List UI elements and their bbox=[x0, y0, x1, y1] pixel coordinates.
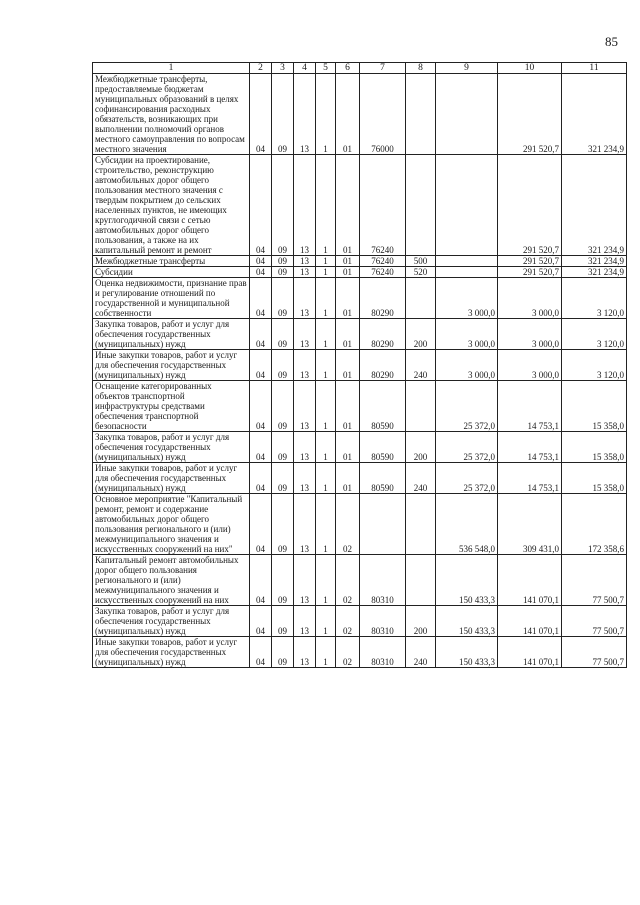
row-code-6: 02 bbox=[336, 494, 360, 555]
row-code-7 bbox=[360, 494, 406, 555]
row-code-8 bbox=[406, 155, 436, 256]
table-row bbox=[93, 494, 627, 555]
row-code-3: 09 bbox=[272, 555, 294, 606]
header-cell: 2 bbox=[250, 63, 272, 74]
row-code-8: 200 bbox=[406, 319, 436, 350]
row-code-3: 09 bbox=[272, 606, 294, 637]
row-name: Субсидии bbox=[93, 267, 250, 278]
row-code-5: 1 bbox=[316, 555, 336, 606]
row-amount-9 bbox=[436, 74, 498, 155]
row-amount-10: 3 000,0 bbox=[498, 278, 562, 319]
row-code-4: 13 bbox=[294, 267, 316, 278]
row-code-7: 80290 bbox=[360, 350, 406, 381]
row-code-2: 04 bbox=[250, 555, 272, 606]
row-amount-11: 321 234,9 bbox=[562, 155, 627, 256]
row-code-6: 02 bbox=[336, 606, 360, 637]
row-amount-9: 536 548,0 bbox=[436, 494, 498, 555]
table-row bbox=[93, 432, 627, 463]
row-amount-9 bbox=[436, 155, 498, 256]
row-name: Межбюджетные трансферты bbox=[93, 256, 250, 267]
table-row bbox=[93, 278, 627, 319]
header-cell: 6 bbox=[336, 63, 360, 74]
row-amount-9: 25 372,0 bbox=[436, 432, 498, 463]
row-amount-11: 321 234,9 bbox=[562, 74, 627, 155]
row-amount-10: 141 070,1 bbox=[498, 606, 562, 637]
row-code-7: 76240 bbox=[360, 267, 406, 278]
row-amount-11: 15 358,0 bbox=[562, 463, 627, 494]
row-amount-10: 309 431,0 bbox=[498, 494, 562, 555]
row-code-2: 04 bbox=[250, 267, 272, 278]
row-code-8 bbox=[406, 278, 436, 319]
row-code-5: 1 bbox=[316, 606, 336, 637]
row-name: Закупка товаров, работ и услуг для обеспечения государственных (муниципальных) нужд bbox=[93, 319, 250, 350]
row-amount-10: 141 070,1 bbox=[498, 637, 562, 668]
row-code-3: 09 bbox=[272, 637, 294, 668]
row-code-2: 04 bbox=[250, 319, 272, 350]
row-code-3: 09 bbox=[272, 432, 294, 463]
table-row bbox=[93, 606, 627, 637]
row-code-8: 240 bbox=[406, 637, 436, 668]
row-code-3: 09 bbox=[272, 74, 294, 155]
row-code-3: 09 bbox=[272, 463, 294, 494]
row-code-8 bbox=[406, 74, 436, 155]
row-code-3: 09 bbox=[272, 278, 294, 319]
row-amount-10: 291 520,7 bbox=[498, 155, 562, 256]
row-code-5: 1 bbox=[316, 319, 336, 350]
row-code-3: 09 bbox=[272, 350, 294, 381]
row-code-2: 04 bbox=[250, 278, 272, 319]
row-code-3: 09 bbox=[272, 319, 294, 350]
header-cell: 10 bbox=[498, 63, 562, 74]
row-amount-11: 77 500,7 bbox=[562, 637, 627, 668]
row-code-6: 01 bbox=[336, 74, 360, 155]
row-amount-9: 3 000,0 bbox=[436, 319, 498, 350]
row-code-2: 04 bbox=[250, 381, 272, 432]
table-row bbox=[93, 256, 627, 267]
row-code-6: 01 bbox=[336, 155, 360, 256]
row-code-4: 13 bbox=[294, 637, 316, 668]
table-row bbox=[93, 350, 627, 381]
row-code-2: 04 bbox=[250, 74, 272, 155]
row-code-6: 01 bbox=[336, 432, 360, 463]
row-amount-10: 291 520,7 bbox=[498, 267, 562, 278]
row-code-5: 1 bbox=[316, 494, 336, 555]
row-name: Закупка товаров, работ и услуг для обеспечения государственных (муниципальных) нужд bbox=[93, 606, 250, 637]
row-code-6: 01 bbox=[336, 350, 360, 381]
row-code-7: 80310 bbox=[360, 606, 406, 637]
row-code-4: 13 bbox=[294, 463, 316, 494]
row-amount-11: 321 234,9 bbox=[562, 256, 627, 267]
row-code-8: 200 bbox=[406, 606, 436, 637]
row-code-2: 04 bbox=[250, 637, 272, 668]
header-cell: 4 bbox=[294, 63, 316, 74]
row-amount-10: 141 070,1 bbox=[498, 555, 562, 606]
table-row bbox=[93, 267, 627, 278]
row-amount-9: 3 000,0 bbox=[436, 278, 498, 319]
row-code-7: 80310 bbox=[360, 555, 406, 606]
row-name: Межбюджетные трансферты, предоставляемые бюджетам муниципальных образований в целях софинансирования расходных обязательств, возникающих при выполнении полномочий органов местного самоуправления по вопросам местного значения bbox=[93, 74, 250, 155]
row-code-8: 520 bbox=[406, 267, 436, 278]
header-cell: 5 bbox=[316, 63, 336, 74]
row-code-3: 09 bbox=[272, 381, 294, 432]
row-amount-11: 321 234,9 bbox=[562, 267, 627, 278]
row-code-7: 76240 bbox=[360, 256, 406, 267]
row-amount-10: 14 753,1 bbox=[498, 432, 562, 463]
row-code-7: 76240 bbox=[360, 155, 406, 256]
row-amount-9: 25 372,0 bbox=[436, 381, 498, 432]
table-row bbox=[93, 155, 627, 256]
row-name: Капитальный ремонт автомобильных дорог общего пользования регионального и (или) межмуниципального значения и искусственных сооружений на них bbox=[93, 555, 250, 606]
row-code-6: 01 bbox=[336, 256, 360, 267]
row-code-4: 13 bbox=[294, 381, 316, 432]
row-code-6: 02 bbox=[336, 637, 360, 668]
row-amount-10: 14 753,1 bbox=[498, 381, 562, 432]
row-code-4: 13 bbox=[294, 494, 316, 555]
row-name: Субсидии на проектирование, строительство, реконструкцию автомобильных дорог общего пользования местного значения с твердым покрытием до сельских населенных пунктов, не имеющих круглогодичной связи с сетью автомобильных дорог общего пользования, а также на их капитальный ремонт и ремонт bbox=[93, 155, 250, 256]
header-cell: 1 bbox=[93, 63, 250, 74]
row-code-4: 13 bbox=[294, 155, 316, 256]
row-code-4: 13 bbox=[294, 74, 316, 155]
page-number: 85 bbox=[605, 34, 618, 49]
table-row bbox=[93, 555, 627, 606]
table-row bbox=[93, 319, 627, 350]
row-code-3: 09 bbox=[272, 155, 294, 256]
row-name: Иные закупки товаров, работ и услуг для обеспечения государственных (муниципальных) нужд bbox=[93, 637, 250, 668]
row-amount-10: 291 520,7 bbox=[498, 256, 562, 267]
row-code-6: 01 bbox=[336, 463, 360, 494]
row-code-8 bbox=[406, 381, 436, 432]
row-code-6: 01 bbox=[336, 381, 360, 432]
row-code-4: 13 bbox=[294, 606, 316, 637]
row-code-7: 80310 bbox=[360, 637, 406, 668]
row-code-6: 02 bbox=[336, 555, 360, 606]
row-name: Основное мероприятие "Капитальный ремонт, ремонт и содержание автомобильных дорог общего пользования регионального и (или) межмуниципального значения и искусственных сооружений на них" bbox=[93, 494, 250, 555]
row-code-5: 1 bbox=[316, 637, 336, 668]
row-name: Иные закупки товаров, работ и услуг для обеспечения государственных (муниципальных) нужд bbox=[93, 350, 250, 381]
row-code-2: 04 bbox=[250, 350, 272, 381]
table-row bbox=[93, 637, 627, 668]
header-cell: 7 bbox=[360, 63, 406, 74]
row-amount-11: 172 358,6 bbox=[562, 494, 627, 555]
row-code-5: 1 bbox=[316, 267, 336, 278]
row-code-7: 80590 bbox=[360, 432, 406, 463]
row-amount-10: 14 753,1 bbox=[498, 463, 562, 494]
row-amount-9: 150 433,3 bbox=[436, 637, 498, 668]
row-amount-9 bbox=[436, 267, 498, 278]
row-amount-10: 3 000,0 bbox=[498, 350, 562, 381]
row-code-7: 76000 bbox=[360, 74, 406, 155]
row-code-4: 13 bbox=[294, 432, 316, 463]
table-row bbox=[93, 463, 627, 494]
row-code-4: 13 bbox=[294, 256, 316, 267]
row-code-7: 80290 bbox=[360, 278, 406, 319]
row-amount-11: 3 120,0 bbox=[562, 278, 627, 319]
row-amount-11: 3 120,0 bbox=[562, 350, 627, 381]
row-code-5: 1 bbox=[316, 381, 336, 432]
row-code-7: 80290 bbox=[360, 319, 406, 350]
row-code-7: 80590 bbox=[360, 381, 406, 432]
row-code-4: 13 bbox=[294, 555, 316, 606]
row-code-5: 1 bbox=[316, 278, 336, 319]
row-code-2: 04 bbox=[250, 155, 272, 256]
header-cell: 3 bbox=[272, 63, 294, 74]
row-code-3: 09 bbox=[272, 256, 294, 267]
budget-table bbox=[92, 62, 627, 668]
row-code-6: 01 bbox=[336, 267, 360, 278]
row-code-5: 1 bbox=[316, 463, 336, 494]
row-code-3: 09 bbox=[272, 494, 294, 555]
row-amount-9: 25 372,0 bbox=[436, 463, 498, 494]
row-amount-11: 15 358,0 bbox=[562, 381, 627, 432]
row-amount-10: 291 520,7 bbox=[498, 74, 562, 155]
row-code-5: 1 bbox=[316, 155, 336, 256]
row-name: Оценка недвижимости, признание прав и регулирование отношений по государственной и муниципальной собственности bbox=[93, 278, 250, 319]
row-code-5: 1 bbox=[316, 74, 336, 155]
row-code-8: 240 bbox=[406, 463, 436, 494]
row-code-2: 04 bbox=[250, 432, 272, 463]
row-amount-11: 77 500,7 bbox=[562, 606, 627, 637]
row-amount-9 bbox=[436, 256, 498, 267]
row-amount-9: 3 000,0 bbox=[436, 350, 498, 381]
row-code-5: 1 bbox=[316, 350, 336, 381]
row-code-4: 13 bbox=[294, 319, 316, 350]
row-code-2: 04 bbox=[250, 606, 272, 637]
header-cell: 11 bbox=[562, 63, 627, 74]
row-code-8: 240 bbox=[406, 350, 436, 381]
row-code-4: 13 bbox=[294, 350, 316, 381]
row-name: Оснащение категорированных объектов транспортной инфраструктуры средствами обеспечения транспортной безопасности bbox=[93, 381, 250, 432]
row-code-5: 1 bbox=[316, 256, 336, 267]
row-amount-11: 77 500,7 bbox=[562, 555, 627, 606]
row-code-8 bbox=[406, 555, 436, 606]
row-code-8 bbox=[406, 494, 436, 555]
row-code-3: 09 bbox=[272, 267, 294, 278]
row-code-7: 80590 bbox=[360, 463, 406, 494]
row-code-4: 13 bbox=[294, 278, 316, 319]
row-code-6: 01 bbox=[336, 319, 360, 350]
table-row bbox=[93, 381, 627, 432]
row-amount-10: 3 000,0 bbox=[498, 319, 562, 350]
row-code-5: 1 bbox=[316, 432, 336, 463]
row-code-6: 01 bbox=[336, 278, 360, 319]
row-amount-9: 150 433,3 bbox=[436, 555, 498, 606]
row-amount-9: 150 433,3 bbox=[436, 606, 498, 637]
row-amount-11: 3 120,0 bbox=[562, 319, 627, 350]
row-code-8: 200 bbox=[406, 432, 436, 463]
row-amount-11: 15 358,0 bbox=[562, 432, 627, 463]
header-cell: 9 bbox=[436, 63, 498, 74]
row-code-8: 500 bbox=[406, 256, 436, 267]
row-name: Иные закупки товаров, работ и услуг для обеспечения государственных (муниципальных) нужд bbox=[93, 463, 250, 494]
header-cell: 8 bbox=[406, 63, 436, 74]
row-code-2: 04 bbox=[250, 256, 272, 267]
header-row bbox=[93, 63, 627, 74]
row-code-2: 04 bbox=[250, 494, 272, 555]
row-code-2: 04 bbox=[250, 463, 272, 494]
table-row bbox=[93, 74, 627, 155]
row-name: Закупка товаров, работ и услуг для обеспечения государственных (муниципальных) нужд bbox=[93, 432, 250, 463]
